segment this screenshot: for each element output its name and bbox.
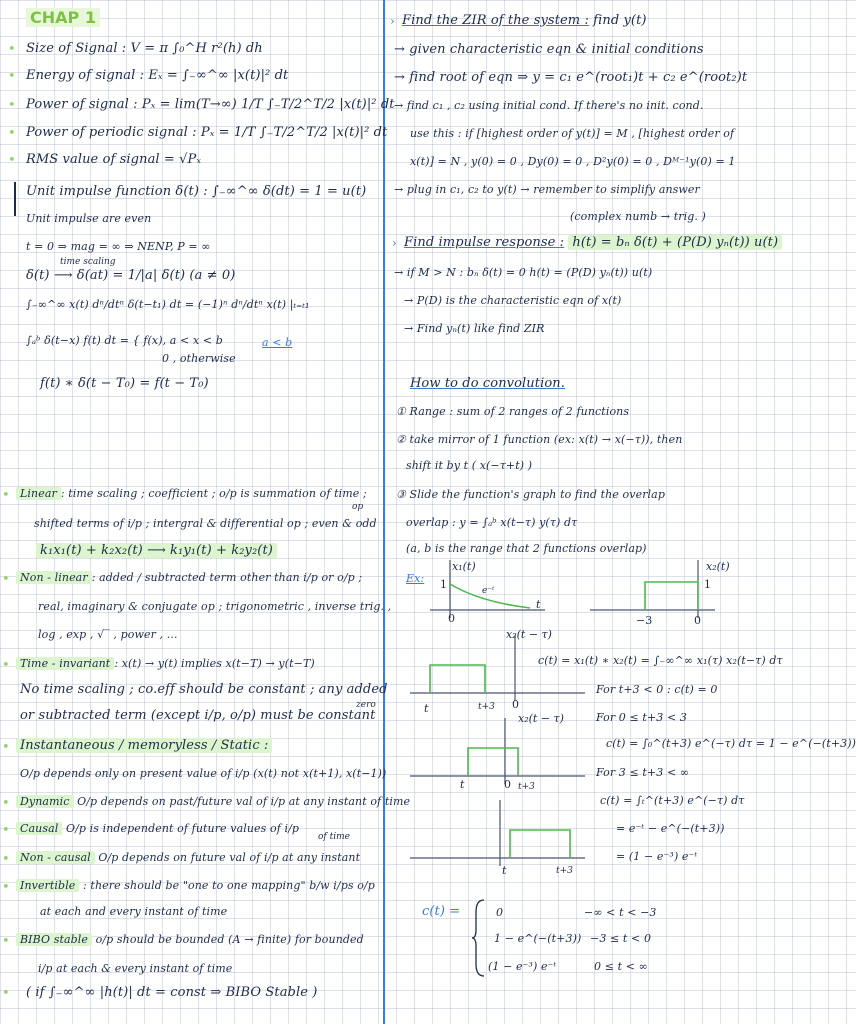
bullet-icon: • (2, 488, 10, 503)
bibo-rule-1: o/p should be bounded (A → finite) for bounded (92, 933, 364, 946)
causal-label: Causal (16, 822, 62, 835)
zir-heading: Find the ZIR of the system : (402, 13, 589, 28)
shift1-t3-tick: t+3 (478, 702, 495, 712)
instantaneous-rule: O/p depends only on present value of i/p (x(t) not x(t+1), x(t−1)) (20, 767, 387, 780)
linear-rule-2: shifted terms of i/p ; intergral & differential op ; even & odd (34, 517, 377, 530)
result-row-3: (1 − e⁻³) e⁻ᵗ (488, 960, 557, 973)
shift-graph-3 (410, 800, 590, 870)
bibo-rule-3: ( if ∫₋∞^∞ |h(t)| dt = const ⇒ BIBO Stable ) (26, 985, 318, 1000)
x2-zero-tick: 0 (694, 614, 701, 627)
bibo-label: BIBO stable (16, 933, 92, 946)
result-row-2: 1 − e^(−(t+3)) (494, 932, 582, 945)
of-time-note: of time (318, 832, 350, 842)
a-less-b-note: a < b (262, 336, 293, 349)
case-3-step: = e⁻ᵗ − e^(−(t+3)) (616, 822, 725, 835)
impulse-response-heading: Find impulse response : (404, 235, 565, 250)
time-invariant-rule-2: No time scaling ; co.eff should be constant ; any added (20, 682, 388, 697)
invertible-label: Invertible (16, 879, 79, 892)
shift2-t-tick: t (460, 778, 465, 791)
shift1-zero-tick: 0 (512, 698, 519, 711)
bullet-icon: • (8, 69, 16, 84)
result-brace (472, 898, 486, 978)
impulse-response-eq: h(t) = bₙ δ(t) + (P(D) yₙ(t)) u(t) (568, 235, 782, 250)
linear-equation: k₁x₁(t) + k₂x₂(t) ⟶ k₁y₁(t) + k₂y₂(t) (36, 543, 277, 558)
convolution-definition: c(t) = x₁(t) ∗ x₂(t) = ∫₋∞^∞ x₁(τ) x₂(t−τ) dτ (538, 654, 783, 667)
bullet-icon: • (8, 153, 16, 168)
sifting-case-1: ∫ₐᵇ δ(t−x) f(t) dt = { f(x), a < x < b (26, 334, 223, 347)
nonlinear-label: Non - linear (16, 571, 92, 584)
result-cond-1: −∞ < t < −3 (584, 906, 657, 919)
case-3-integral: c(t) = ∫ₜ^(t+3) e^(−τ) dτ (600, 794, 745, 807)
derivative-property: ∫₋∞^∞ x(t) dⁿ/dtⁿ δ(t−t₁) dt = (−1)ⁿ dⁿ/dtⁿ x(t) |ₜ₌ₜ₁ (26, 298, 310, 311)
page-divider (383, 0, 385, 1024)
bullet-icon: • (2, 572, 10, 587)
bullet-icon: • (8, 98, 16, 113)
nonlinear-rule-2: real, imaginary & conjugate op ; trigonometric , inverse trig. , (38, 600, 392, 613)
case-2: For 0 ≤ t+3 < 3 (596, 711, 687, 724)
shift2-t3-tick: t+3 (518, 782, 535, 792)
overlap-formula: overlap : y = ∫ₐᵇ x(t−τ) y(τ) dτ (406, 516, 578, 529)
power-periodic: Power of periodic signal : Pₓ = 1/T ∫₋T/2^T/2 |x(t)|² dt (26, 125, 388, 140)
bracket-mark (14, 182, 16, 216)
conv-step-1: ① Range : sum of 2 ranges of 2 functions (396, 405, 630, 418)
bullet-icon: • (2, 852, 10, 867)
page-title: CHAP 1 (26, 8, 100, 27)
arrow-icon: › (392, 236, 397, 250)
conv-step-2b: shift it by t ( x(−τ+t) ) (406, 459, 533, 472)
conv-step-3: ③ Slide the function's graph to find the overlap (396, 488, 665, 501)
zir-heading-tail: find y(t) (588, 13, 647, 28)
x1-zero-tick: 0 (448, 612, 455, 625)
convolution-shift: f(t) ∗ δ(t − T₀) = f(t − T₀) (40, 376, 209, 391)
instantaneous-label: Instantaneous / memoryless / Static : (16, 738, 272, 753)
arrow-icon: › (390, 14, 395, 28)
impulse-step-2: → P(D) is the characteristic eqn of x(t) (404, 294, 622, 307)
x2-one-tick: 1 (704, 578, 711, 591)
causal-rule: O/p is independent of future values of i/p (62, 822, 300, 835)
time-scaling-label: time scaling (60, 257, 116, 267)
case-2-result: c(t) = ∫₀^(t+3) e^(−τ) dτ = 1 − e^(−(t+3)) (606, 737, 856, 750)
shift2-zero-tick: 0 (504, 778, 511, 791)
shift1-t-tick: t (424, 702, 429, 715)
invertible-rule-1: : there should be "one to one mapping" b/w i/ps o/p (79, 879, 375, 892)
x2-neg3-tick: −3 (636, 614, 653, 627)
bullet-icon: • (8, 42, 16, 57)
x1-t-axis: t (536, 598, 541, 611)
linear-rule-1: : time scaling ; coefficient ; o/p is summation of time ; (60, 487, 367, 500)
shift3-t3-tick: t+3 (556, 866, 573, 876)
case-3: For 3 ≤ t+3 < ∞ (596, 766, 690, 779)
case-3-result: = (1 − e⁻³) e⁻ᵗ (616, 850, 698, 863)
power-of-signal: Power of signal : Pₓ = lim(T→∞) 1/T ∫₋T/2^T/2 |x(t)|² dt (26, 97, 395, 112)
bullet-icon: • (2, 880, 10, 895)
time-invariant-label: Time - invariant (16, 657, 114, 670)
op-superscript: op (352, 502, 364, 512)
result-label: c(t) = (422, 904, 461, 919)
range-note: (a, b is the range that 2 functions overlap) (406, 542, 647, 555)
result-cond-2: −3 ≤ t < 0 (590, 932, 652, 945)
bullet-icon: • (8, 126, 16, 141)
shift-label-2: x₂(t − τ) (518, 712, 564, 725)
convolution-heading: How to do convolution. (410, 376, 565, 391)
result-cond-3: 0 ≤ t < ∞ (594, 960, 648, 973)
shift-label-1: x₂(t − τ) (506, 628, 552, 641)
time-invariant-rule-1: : x(t) → y(t) implies x(t−T) → y(t−T) (114, 657, 315, 670)
impulse-step-3: → Find yₙ(t) like find ZIR (404, 322, 545, 335)
time-scaling-eq: δ(t) ⟶ δ(at) = 1/|a| δ(t) (a ≠ 0) (26, 268, 236, 283)
x1-one-tick: 1 (440, 578, 447, 591)
dynamic-rule: O/p depends on past/future val of i/p at any instant of time (73, 795, 411, 808)
noncausal-label: Non - causal (16, 851, 95, 864)
impulse-step-1: → if M > N : bₙ δ(t) = 0 h(t) = (P(D) yₙ(t)) u(t) (394, 266, 653, 279)
x2-label: x₂(t) (706, 560, 730, 573)
bibo-rule-2: i/p at each & every instant of time (38, 962, 233, 975)
nonlinear-rule-1: : added / subtracted term other than i/p or o/p ; (91, 571, 363, 584)
zir-step-2: → find root of eqn ⇒ y = c₁ e^(root₁)t + c₂ e^(root₂)t (394, 70, 748, 85)
shift-graph-1 (410, 635, 590, 705)
shift-graph-2 (410, 718, 590, 788)
zir-step-7: (complex numb → trig. ) (570, 210, 706, 223)
bullet-icon: • (2, 823, 10, 838)
bullet-icon: • (2, 986, 10, 1001)
impulse-t0: t = 0 ⇒ mag = ∞ ⇒ NENP, P = ∞ (26, 240, 211, 253)
zir-step-4: use this : if [highest order of y(t)] = M , [highest order of (410, 127, 735, 140)
linear-label: Linear (16, 487, 61, 500)
time-invariant-rule-3: or subtracted term (except i/p, o/p) must be constant (20, 708, 376, 723)
rms-value: RMS value of signal = √Pₓ (26, 152, 202, 167)
dynamic-label: Dynamic (16, 795, 74, 808)
exp-decay-label: e⁻ᵗ (482, 586, 495, 596)
result-row-1: 0 (496, 906, 504, 919)
zir-step-3: → find c₁ , c₂ using initial cond. If there's no init. cond. (394, 99, 704, 112)
bullet-icon: • (2, 796, 10, 811)
noncausal-rule: O/p depends on future val of i/p at any instant (94, 851, 361, 864)
example-label: Ex: (406, 572, 425, 585)
sifting-case-2: 0 , otherwise (162, 352, 236, 365)
zir-step-6: → plug in c₁, c₂ to y(t) → remember to simplify answer (394, 183, 700, 196)
x1-label: x₁(t) (452, 560, 476, 573)
nonlinear-rule-3: log , exp , √‾ , power , ... (38, 628, 178, 641)
bullet-icon: • (2, 740, 10, 755)
conv-step-2: ② take mirror of 1 function (ex: x(t) → x(−τ)), then (396, 433, 683, 446)
case-1: For t+3 < 0 : c(t) = 0 (596, 683, 718, 696)
shift3-t-tick: t (502, 864, 507, 877)
size-of-signal: Size of Signal : V = π ∫₀^H r²(h) dh (26, 41, 263, 56)
energy-of-signal: Energy of signal : Eₓ = ∫₋∞^∞ |x(t)|² dt (26, 68, 289, 83)
zir-step-1: → given characteristic eqn & initial conditions (394, 42, 704, 57)
invertible-rule-2: at each and every instant of time (40, 905, 228, 918)
unit-impulse: Unit impulse function δ(t) : ∫₋∞^∞ δ(dt) = 1 = u(t) (26, 184, 367, 199)
zir-step-5: x(t)] = N , y(0) = 0 , Dy(0) = 0 , D²y(0) = 0 , Dᴹ⁻¹y(0) = 1 (410, 155, 736, 168)
zero-superscript: zero (356, 700, 376, 710)
bullet-icon: • (2, 934, 10, 949)
bullet-icon: • (2, 658, 10, 673)
unit-impulse-even: Unit impulse are even (26, 212, 152, 225)
